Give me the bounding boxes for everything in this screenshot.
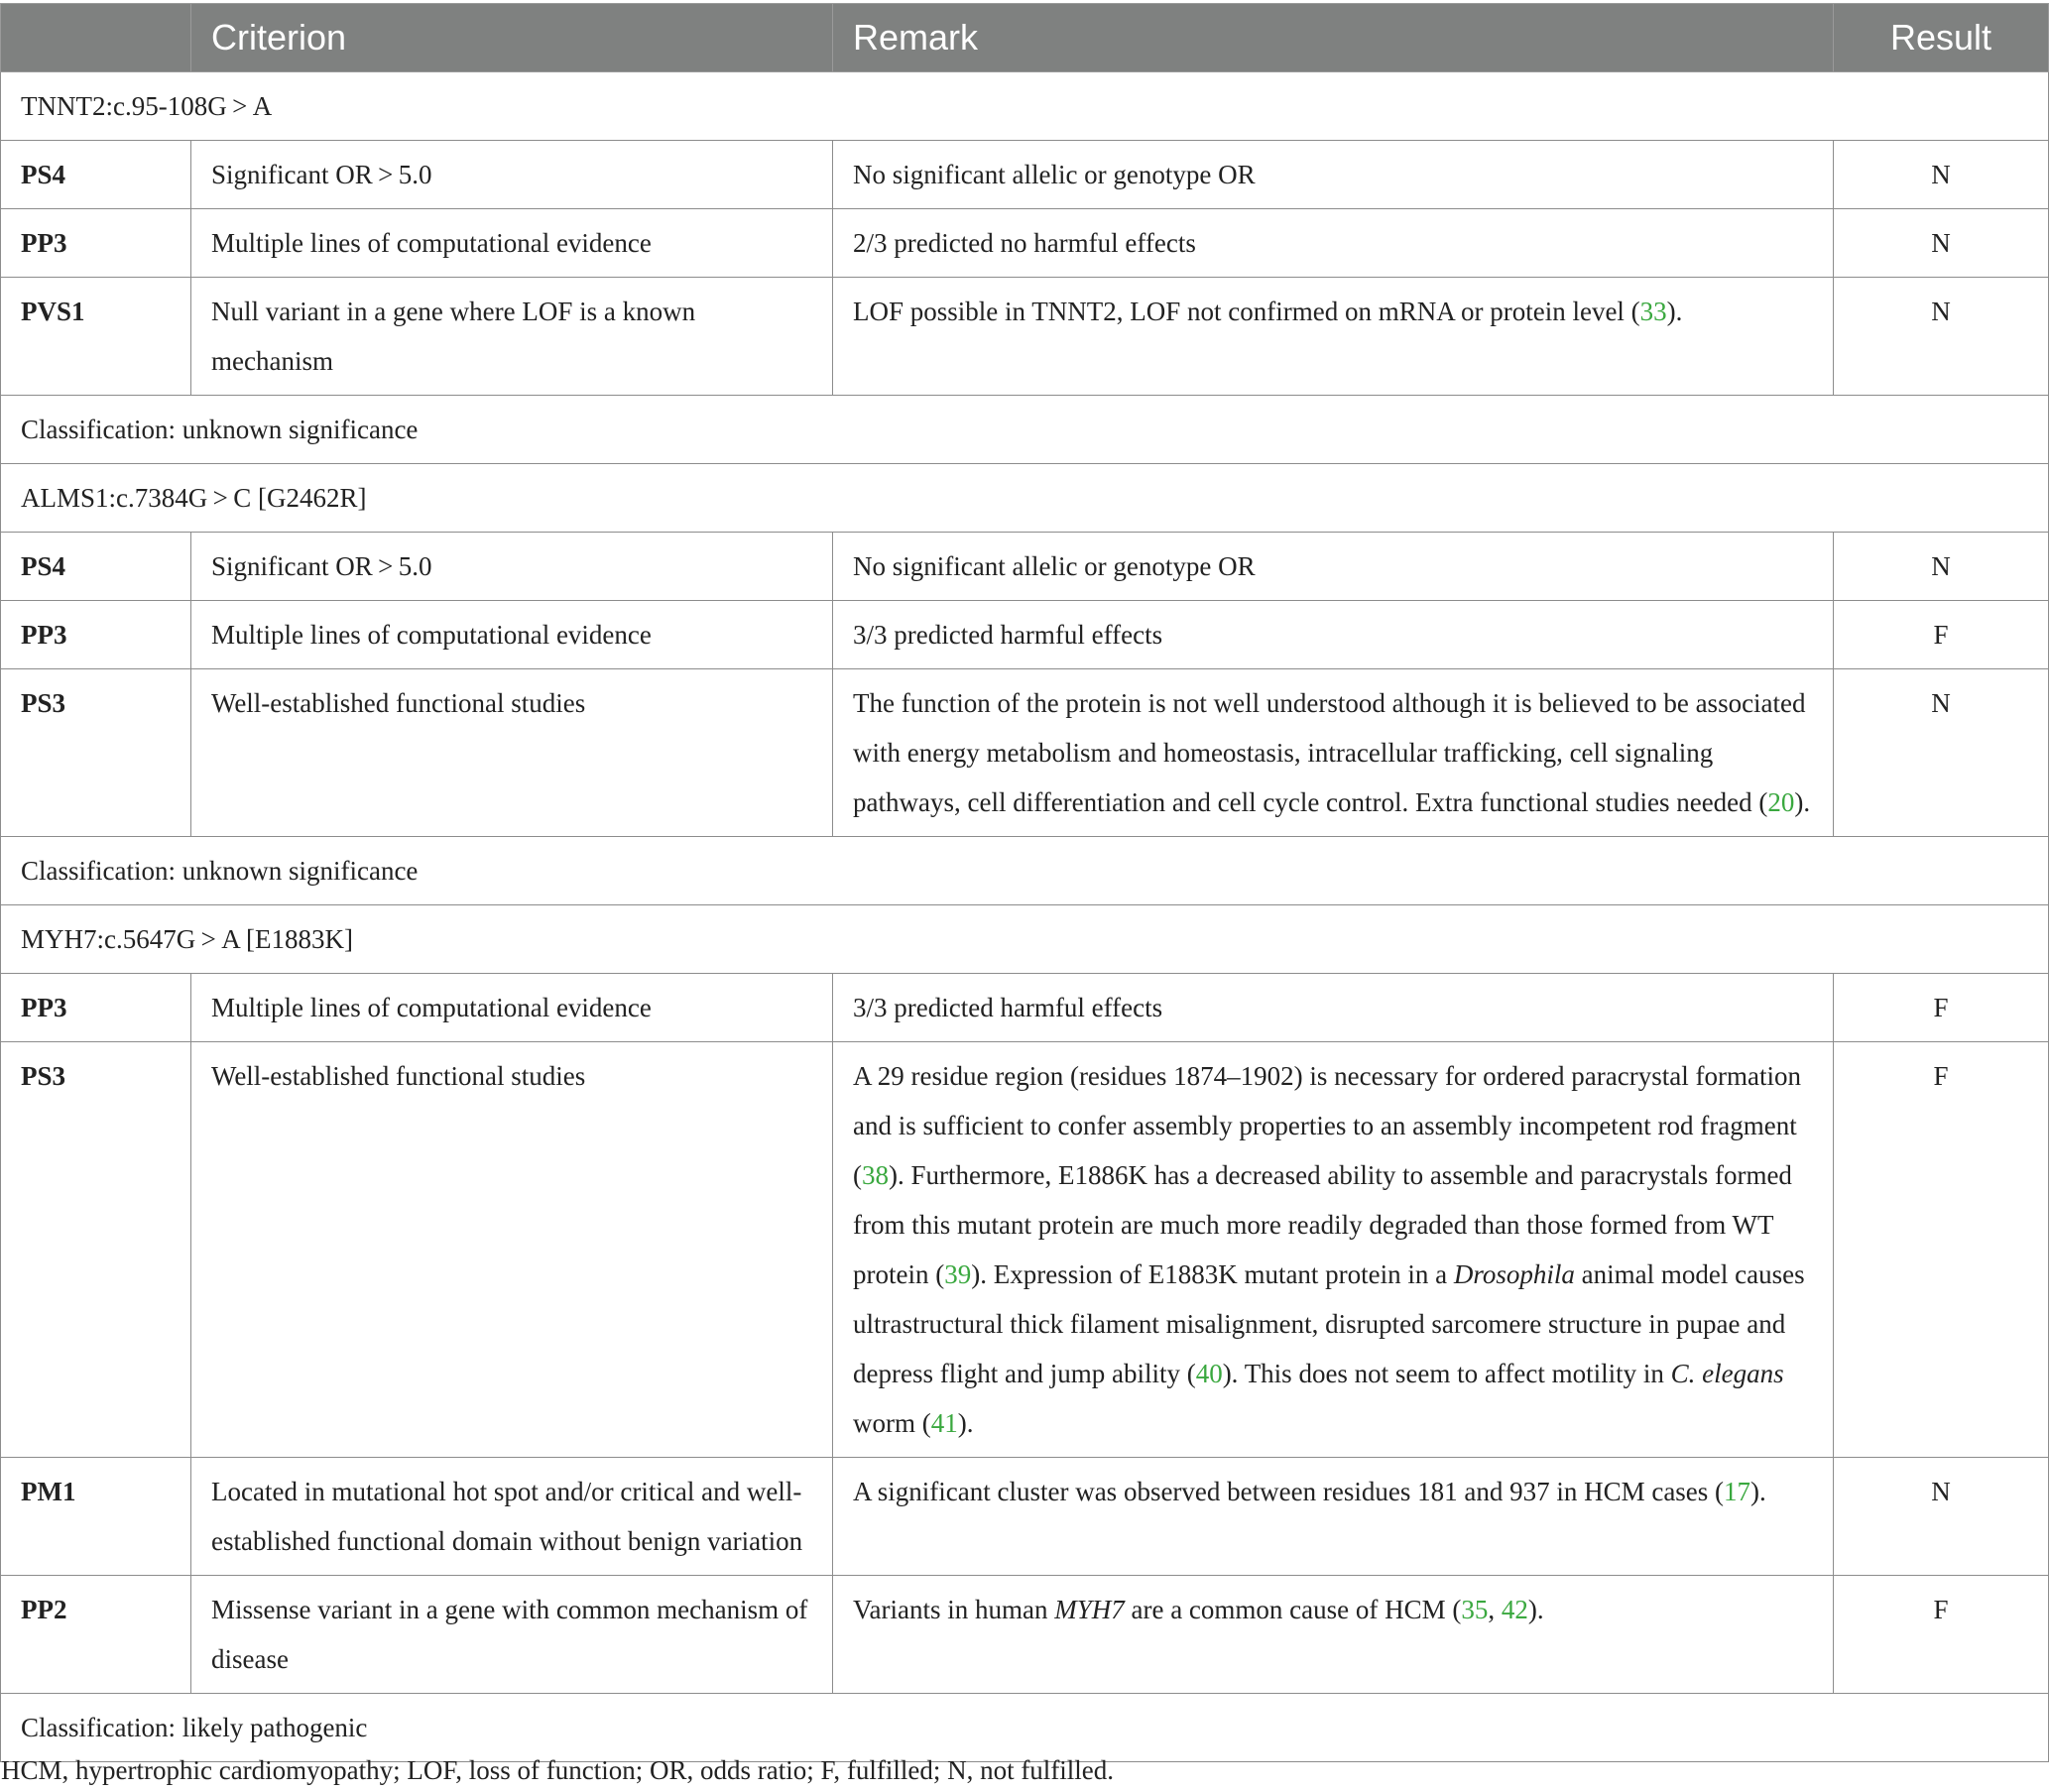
remark-text: ). This does not seem to affect motility in [1222,1359,1671,1388]
header-remark: Remark [833,4,1834,72]
table-row [1,141,2049,209]
remark-cell [833,1576,1834,1694]
remark-cell [833,1458,1834,1576]
result-value: N [1834,1458,2049,1576]
remark-text: ). [1527,1595,1544,1624]
criterion-code: PS3 [1,1042,191,1458]
remark-cell [833,278,1834,396]
classification-row [1,837,2049,905]
table-row [1,209,2049,278]
criterion-text: Well-established functional studies [191,1042,833,1458]
result-value: N [1834,533,2049,601]
reference-link[interactable]: 40 [1195,1359,1223,1388]
result-value: F [1834,974,2049,1042]
remark-text: ). [1666,297,1683,326]
table-row [1,974,2049,1042]
table-row [1,1458,2049,1576]
acmg-criteria-table [0,3,2049,1762]
remark-text: ). [1750,1477,1766,1506]
criterion-code: PVS1 [1,278,191,396]
table-footnote: HCM, hypertrophic cardiomyopathy; LOF, loss of function; OR, odds ratio; F, fulfilled; N, not fulfilled. [1,1755,1115,1785]
remark-text: ). Furthermore, E1886K has a decreased ability to assemble and paracrystals formed from this mutant protein are much more readily degraded than those formed from WT protein ( [853,1160,1792,1289]
criterion-text: Well-established functional studies [191,669,833,837]
remark-text: are a common cause of HCM ( [1124,1595,1462,1624]
criterion-code: PP3 [1,209,191,278]
header-result: Result [1834,4,2049,72]
reference-link[interactable]: 42 [1501,1595,1528,1624]
criterion-code: PS4 [1,141,191,209]
remark-text: No significant allelic or genotype OR [833,533,1834,601]
criterion-text: Missense variant in a gene with common mechanism of disease [191,1576,833,1694]
reference-link[interactable]: 35 [1461,1595,1489,1624]
variant-title: MYH7:c.5647G > A [E1883K] [1,905,2049,974]
criterion-text: Significant OR > 5.0 [191,533,833,601]
remark-text: 2/3 predicted no harmful effects [833,209,1834,278]
reference-link[interactable]: 33 [1639,297,1667,326]
remark-text: Variants in human [853,1595,1055,1624]
remark-text: , [1488,1595,1502,1624]
remark-cell [833,669,1834,837]
table-row [1,1042,2049,1458]
criterion-code: PM1 [1,1458,191,1576]
result-value: N [1834,141,2049,209]
criterion-text: Significant OR > 5.0 [191,141,833,209]
reference-link[interactable]: 39 [944,1259,972,1289]
remark-text: worm ( [853,1408,931,1438]
variant-title: ALMS1:c.7384G > C [G2462R] [1,464,2049,533]
criterion-text: Multiple lines of computational evidence [191,974,833,1042]
result-value: N [1834,669,2049,837]
remark-text: LOF possible in TNNT2, LOF not confirmed on mRNA or protein level ( [853,297,1640,326]
criterion-text: Multiple lines of computational evidence [191,209,833,278]
criterion-text: Multiple lines of computational evidence [191,601,833,669]
result-value: F [1834,601,2049,669]
header-blank [1,4,191,72]
result-value: N [1834,278,2049,396]
criterion-text: Null variant in a gene where LOF is a known mechanism [191,278,833,396]
classification-text: Classification: unknown significance [1,396,2049,464]
classification-text: Classification: unknown significance [1,837,2049,905]
variant-title-row [1,905,2049,974]
remark-italic: MYH7 [1054,1595,1125,1624]
classification-row [1,396,2049,464]
remark-cell [833,1042,1834,1458]
remark-text: The function of the protein is not well understood although it is believed to be associated with energy metabolism and homeostasis, intracellular trafficking, cell signaling pathways, cell differentiation and cell cycle control. Extra functional studies needed ( [853,688,1806,817]
result-value: F [1834,1042,2049,1458]
table-row [1,533,2049,601]
reference-link[interactable]: 20 [1767,787,1795,817]
criterion-code: PP2 [1,1576,191,1694]
reference-link[interactable]: 38 [862,1160,889,1190]
remark-italic: C. elegans [1670,1359,1784,1388]
variant-title-row [1,464,2049,533]
result-value: F [1834,1576,2049,1694]
criterion-text: Located in mutational hot spot and/or critical and well-established functional domain without benign variation [191,1458,833,1576]
table-row [1,1576,2049,1694]
header-criterion: Criterion [191,4,833,72]
criterion-code: PS3 [1,669,191,837]
remark-text: A significant cluster was observed between residues 181 and 937 in HCM cases ( [853,1477,1725,1506]
header-row [1,4,2049,72]
remark-text: ). [1794,787,1811,817]
remark-text: ). [957,1408,974,1438]
table-row [1,601,2049,669]
criterion-code: PS4 [1,533,191,601]
criterion-code: PP3 [1,601,191,669]
result-value: N [1834,209,2049,278]
variant-title: TNNT2:c.95-108G > A [1,72,2049,141]
classification-row [1,1694,2049,1762]
remark-text: 3/3 predicted harmful effects [833,974,1834,1042]
remark-text: A 29 residue region (residues 1874–1902) is necessary for ordered paracrystal formation and is sufficient to confer assembly properties to an assembly incompetent rod fragment ( [853,1061,1801,1190]
reference-link[interactable]: 41 [930,1408,958,1438]
remark-text: No significant allelic or genotype OR [833,141,1834,209]
criterion-code: PP3 [1,974,191,1042]
remark-text: ). Expression of E1883K mutant protein in a [971,1259,1454,1289]
table-row [1,669,2049,837]
table-row [1,278,2049,396]
classification-text: Classification: likely pathogenic [1,1694,2049,1762]
remark-text: animal model causes ultrastructural thick filament misalignment, disrupted sarcomere structure in pupae and depress flight and jump ability ( [853,1259,1805,1388]
reference-link[interactable]: 17 [1724,1477,1751,1506]
remark-text: 3/3 predicted harmful effects [833,601,1834,669]
remark-italic: Drosophila [1453,1259,1575,1289]
variant-title-row [1,72,2049,141]
